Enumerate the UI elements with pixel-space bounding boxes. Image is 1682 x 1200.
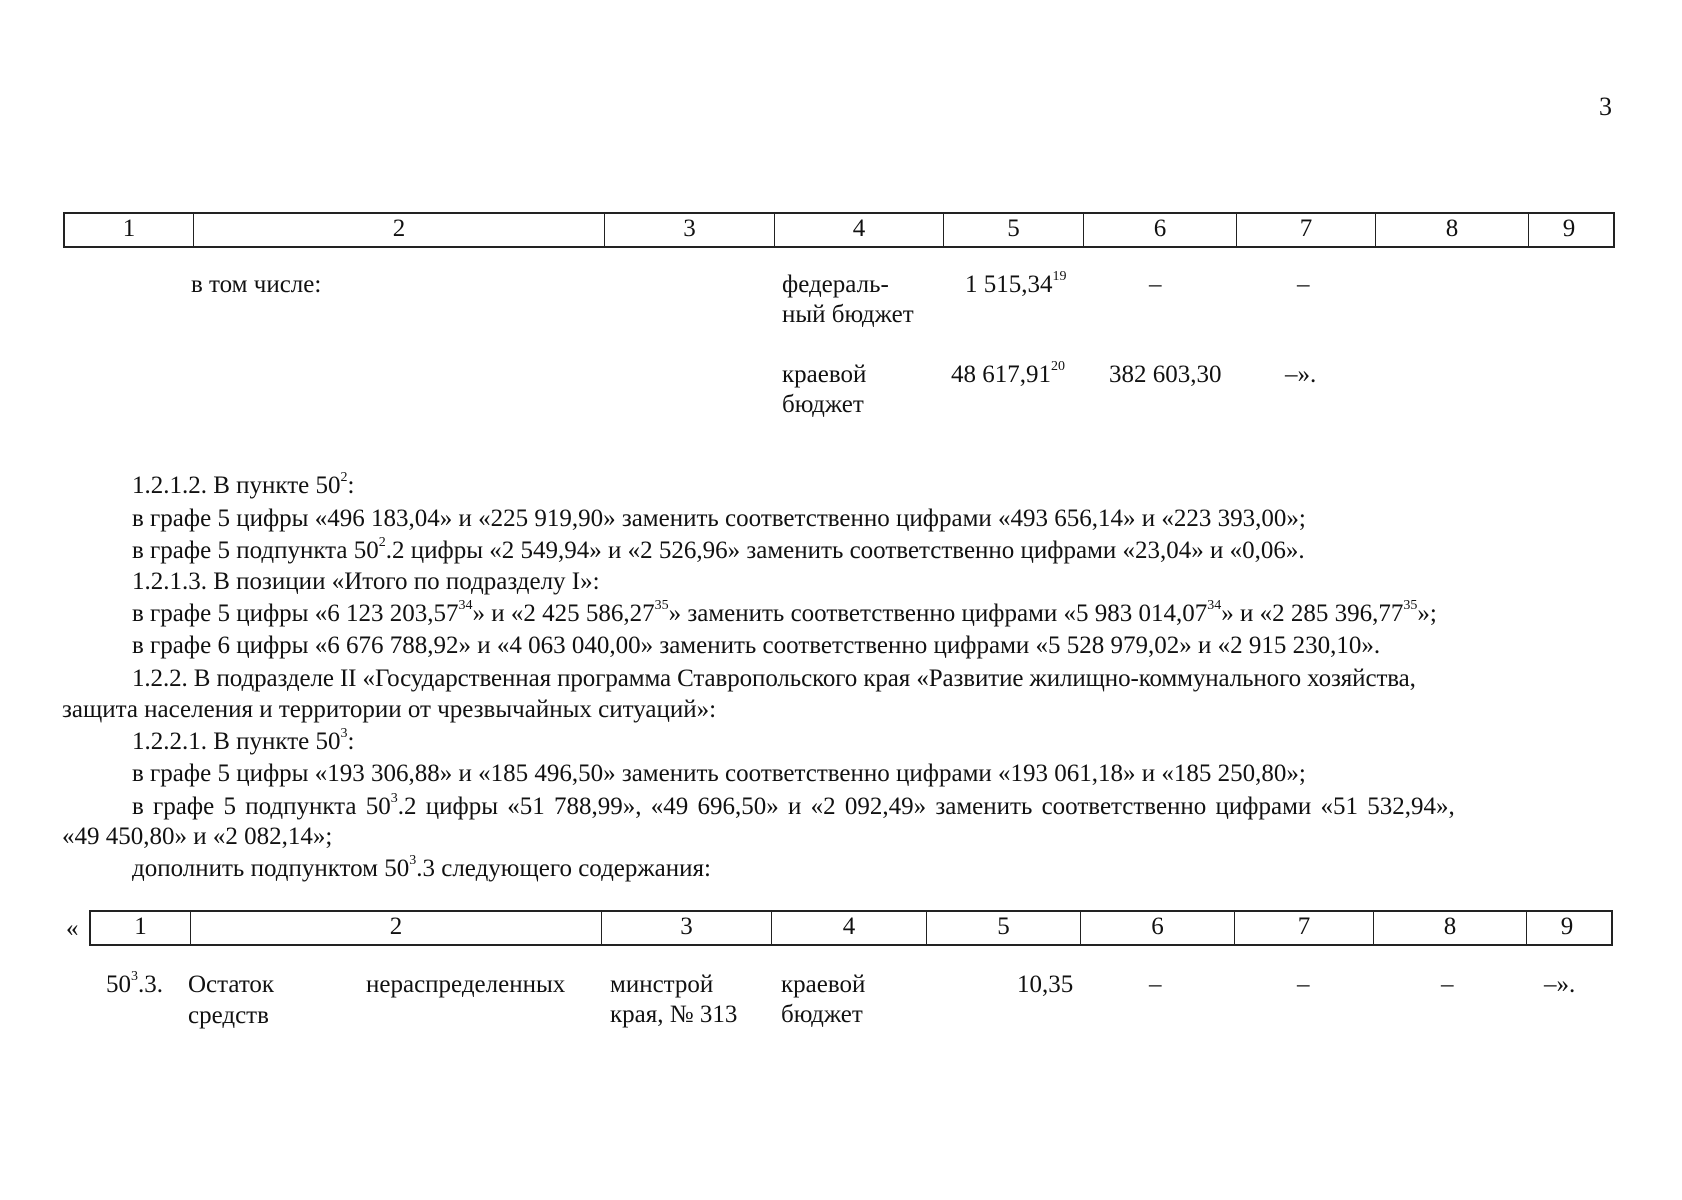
- paragraph-1-2-2-line1: 1.2.2. В подразделе II «Государственная программа Ставропольского края «Развитие жилищно-коммунального хозяйства,: [132, 665, 1416, 692]
- paragraph-amend-50-3-col5: в графе 5 цифры «193 306,88» и «185 496,50» заменить соответственно цифрами «193 061,18» и «185 250,80»;: [132, 760, 1306, 787]
- column-header-3: 3: [604, 214, 774, 246]
- row-name-word2: нераспределенных: [366, 971, 566, 998]
- row-col6-value: –: [1149, 971, 1162, 998]
- paragraph-total-col5: в графе 5 цифры «6 123 203,57$^{34}$» и «2 425 586,27$^{35}$» заменить соответственно цифрами «5 983 014,07$^{34}$» и «2 285 396,77$^{35}$»;: [132, 597, 1437, 627]
- budget-source-line: бюджет: [782, 391, 864, 418]
- row-name-word1: Остаток: [188, 971, 275, 998]
- regional-col5-value: 48 617,91$^{20}$: [951, 358, 1065, 388]
- column-header-2: 2: [190, 912, 601, 944]
- paragraph-amend-col5: в графе 5 цифры «496 183,04» и «225 919,90» заменить соответственно цифрами «493 656,14» и «223 393,00»;: [132, 505, 1306, 532]
- column-header-9: 9: [1528, 214, 1609, 246]
- column-header-1: 1: [122, 215, 136, 242]
- row-col8-value: –: [1441, 971, 1454, 998]
- including-label: в том числе:: [191, 271, 322, 298]
- column-header-2: 2: [193, 214, 604, 246]
- budget-source-regional: [782, 360, 866, 420]
- column-header-1: 1: [134, 913, 147, 940]
- row-col9-value: –».: [1544, 971, 1576, 998]
- paragraph-1-2-2-line2: защита населения и территории от чрезвычайных ситуаций»:: [62, 696, 717, 723]
- row-budget-source: краевой бюджет: [781, 971, 866, 1028]
- paragraph-amend-sub-50-2-2: в графе 5 подпункта $50^2.2$ цифры «2 549,94» и «2 526,96» заменить соответственно цифрами «23,04» и «0,06».: [132, 534, 1305, 564]
- row-col5-value: 10,35: [1017, 971, 1074, 998]
- page-number: 3: [1599, 92, 1612, 121]
- regional-col6-value: 382 603,30: [1109, 361, 1222, 388]
- column-header-5: 5: [943, 214, 1083, 246]
- budget-source-line: ный бюджет: [782, 301, 914, 328]
- column-header-7: 7: [1234, 912, 1373, 944]
- column-header-4: 4: [771, 912, 926, 944]
- paragraph-amend-sub-50-3-2-line1: в графе 5 подпункта $50^3.2$ цифры «51 788,99», «49 696,50» и «2 092,49» заменить соответственно цифрами «51 532,94»,: [132, 790, 1455, 820]
- federal-col6-value: –: [1149, 271, 1162, 298]
- column-header-table-1: [63, 212, 1615, 248]
- column-header-table-2: [89, 910, 1613, 946]
- budget-source-line: краевой: [782, 361, 867, 388]
- column-header-4: 4: [774, 214, 943, 246]
- column-header-9: 9: [1526, 912, 1607, 944]
- table-opening-quote: «: [66, 915, 79, 942]
- row-number-50-3-3: $50^3.3$.: [106, 968, 163, 998]
- row-executor: минстрой края, № 313: [610, 971, 738, 1028]
- regional-col7-value: –».: [1285, 361, 1317, 388]
- budget-source-federal: [782, 270, 914, 330]
- column-header-8: 8: [1373, 912, 1526, 944]
- row-name-line2: средств: [188, 1002, 269, 1029]
- budget-source-line: федераль-: [782, 271, 889, 298]
- paragraph-1-2-1-3: 1.2.1.3. В позиции «Итого по подразделу I»:: [132, 568, 600, 595]
- paragraph-total-col6: в графе 6 цифры «6 676 788,92» и «4 063 040,00» заменить соответственно цифрами «5 528 979,02» и «2 915 230,10».: [132, 632, 1381, 659]
- column-header-6: 6: [1083, 214, 1236, 246]
- paragraph-1-2-2-1: 1.2.2.1. В пункте $50^3$:: [132, 725, 355, 755]
- column-header-6: 6: [1080, 912, 1234, 944]
- paragraph-1-2-1-2: 1.2.1.2. В пункте $50^2$:: [132, 469, 355, 499]
- row-col7-value: –: [1297, 971, 1310, 998]
- paragraph-amend-sub-50-3-2-line2: «49 450,80» и «2 082,14»;: [62, 823, 333, 850]
- paragraph-add-sub-50-3-3: дополнить подпунктом $50^3.3$ следующего содержания:: [132, 852, 711, 882]
- column-header-5: 5: [926, 912, 1080, 944]
- column-header-7: 7: [1236, 214, 1375, 246]
- federal-col7-value: –: [1297, 271, 1310, 298]
- column-header-3: 3: [601, 912, 771, 944]
- column-header-8: 8: [1375, 214, 1528, 246]
- federal-col5-value: 1 515,34$^{19}$: [965, 268, 1067, 298]
